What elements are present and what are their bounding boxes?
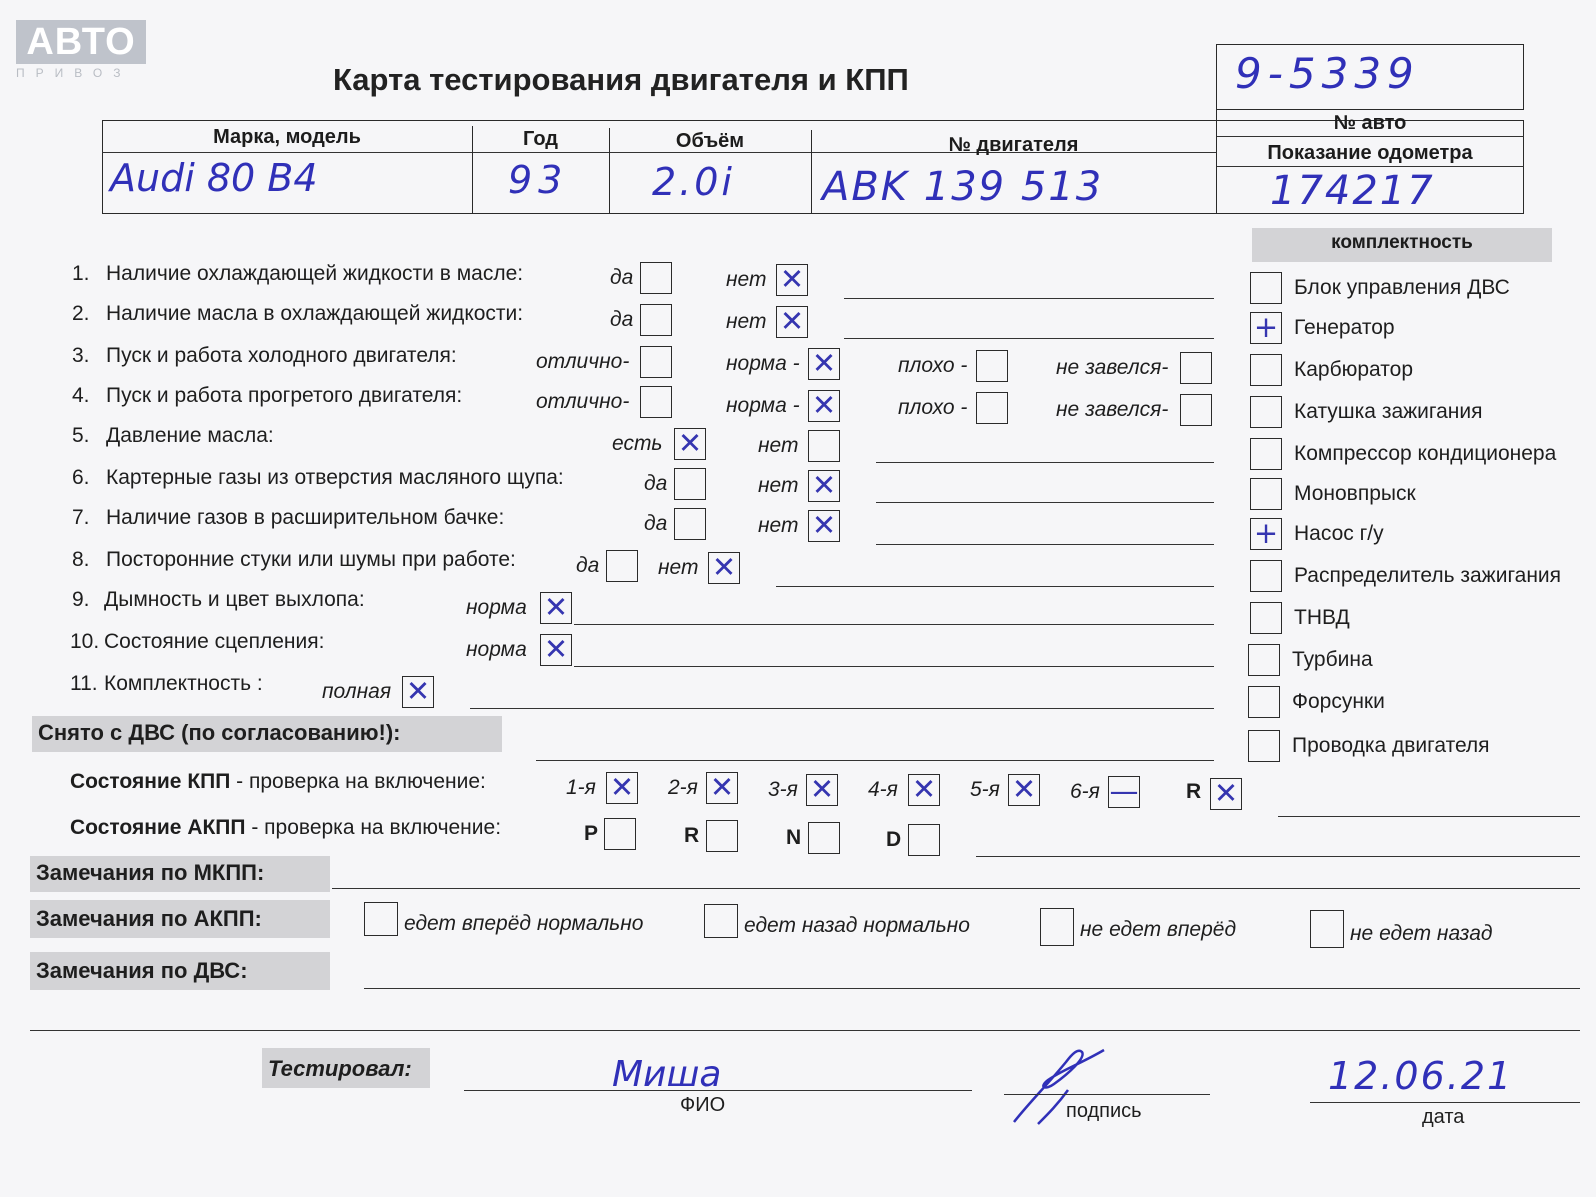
odometer-value: 174217	[1270, 168, 1435, 214]
komplekt-checkbox-katushka[interactable]	[1250, 396, 1282, 428]
option-label: норма -	[726, 394, 800, 417]
avto-logo-subtitle: ПРИВОЗ	[16, 66, 132, 80]
q4-otlichno-checkbox[interactable]	[640, 386, 672, 418]
akpp-d-checkbox[interactable]	[908, 824, 940, 856]
question-number: 3.	[72, 344, 90, 367]
question-number: 10.	[70, 630, 100, 653]
akpp-remark-option: не едет вперёд	[1080, 918, 1237, 941]
komplekt-checkbox-karbyurator[interactable]	[1250, 354, 1282, 386]
option-label: нет	[726, 310, 767, 333]
gear-5-checkbox[interactable]: ✕	[1008, 774, 1040, 806]
option-label: нет	[726, 268, 767, 291]
removed-label: Снято с ДВС (по согласованию!):	[38, 720, 401, 745]
q4-ploho-checkbox[interactable]	[976, 392, 1008, 424]
q11-polnaya-checkbox[interactable]: ✕	[402, 676, 434, 708]
car-number-box	[1216, 44, 1524, 110]
avto-logo: АВТО	[16, 20, 146, 64]
komplekt-checkbox-kompressor[interactable]	[1250, 438, 1282, 470]
q9-norma-checkbox[interactable]: ✕	[540, 592, 572, 624]
gear-label: 3-я	[768, 778, 798, 801]
tested-by-label: Тестировал:	[268, 1056, 412, 1081]
date-caption: дата	[1422, 1106, 1465, 1128]
akpp-remark-option: едет вперёд нормально	[404, 912, 644, 935]
akpp-mode-label: D	[886, 828, 902, 851]
akpp-p-checkbox[interactable]	[604, 818, 636, 850]
komplekt-label: Генератор	[1294, 316, 1395, 339]
gear-1-checkbox[interactable]: ✕	[606, 772, 638, 804]
gear-3-checkbox[interactable]: ✕	[806, 774, 838, 806]
option-label: да	[610, 266, 634, 289]
komplekt-checkbox-turbina[interactable]	[1248, 644, 1280, 676]
engine-number-value: ABK 139 513	[822, 164, 1104, 210]
volume-value: 2.0i	[652, 160, 735, 204]
question-number: 1.	[72, 262, 90, 285]
komplekt-checkbox-tnvd[interactable]	[1250, 602, 1282, 634]
akpp-backward-ok-checkbox[interactable]	[704, 904, 738, 938]
komplekt-checkbox-monovprysk[interactable]	[1250, 478, 1282, 510]
kpp-label	[70, 770, 486, 794]
option-label: не завелся-	[1056, 356, 1169, 379]
komplekt-label: Насос г/у	[1294, 522, 1384, 545]
komplekt-checkbox-provodka[interactable]	[1248, 730, 1280, 762]
gear-r-checkbox[interactable]: ✕	[1210, 778, 1242, 810]
gear-2-checkbox[interactable]: ✕	[706, 772, 738, 804]
q3-norma-checkbox[interactable]: ✕	[808, 348, 840, 380]
gear-4-checkbox[interactable]: ✕	[908, 774, 940, 806]
q1-da-checkbox[interactable]	[640, 262, 672, 294]
model-value: Audi 80 B4	[110, 156, 318, 200]
kpp-label-bold: Состояние КПП	[70, 770, 231, 793]
komplekt-label: Форсунки	[1292, 690, 1385, 713]
option-label: да	[644, 472, 668, 495]
q3-ploho-checkbox[interactable]	[976, 350, 1008, 382]
test-date: 12.06.21	[1328, 1054, 1514, 1098]
komplekt-checkbox-generator[interactable]: +	[1250, 312, 1282, 344]
signature-caption: подпись	[1066, 1100, 1142, 1122]
tester-name: Миша	[612, 1054, 722, 1095]
q4-ne-zavelsya-checkbox[interactable]	[1180, 394, 1212, 426]
option-label: плохо -	[898, 354, 968, 377]
gear-label: 4-я	[868, 778, 898, 801]
option-label: плохо -	[898, 396, 968, 419]
q3-otlichno-checkbox[interactable]	[640, 346, 672, 378]
q5-est-checkbox[interactable]: ✕	[674, 428, 706, 460]
fio-caption: ФИО	[680, 1094, 726, 1116]
year-value: 93	[508, 158, 569, 202]
q7-net-checkbox[interactable]: ✕	[808, 510, 840, 542]
q5-net-checkbox[interactable]	[808, 430, 840, 462]
komplekt-label: Турбина	[1292, 648, 1373, 671]
question-number: 4.	[72, 384, 90, 407]
question-number: 5.	[72, 424, 90, 447]
komplekt-label: Карбюратор	[1294, 358, 1414, 381]
remarks-dvs-label: Замечания по ДВС:	[36, 958, 248, 983]
option-label: отлично-	[536, 390, 630, 413]
question-text: Состояние сцепления:	[104, 630, 325, 653]
option-label: нет	[758, 514, 799, 537]
q4-norma-checkbox[interactable]: ✕	[808, 390, 840, 422]
question-number: 6.	[72, 466, 90, 489]
header-volume: Объём	[675, 130, 745, 152]
q8-da-checkbox[interactable]	[606, 550, 638, 582]
question-text: Пуск и работа холодного двигателя:	[106, 344, 457, 367]
akpp-mode-label: R	[684, 824, 700, 847]
header-odometer: Показание одометра	[1267, 142, 1473, 164]
kpp-label-rest: - проверка на включение:	[230, 770, 486, 793]
page-title: Карта тестирования двигателя и КПП	[333, 62, 909, 97]
option-label: да	[644, 512, 668, 535]
question-text: Дымность и цвет выхлопа:	[104, 588, 365, 611]
question-text: Наличие масла в охлаждающей жидкости:	[106, 302, 524, 325]
question-text: Наличие охлаждающей жидкости в масле:	[106, 262, 524, 285]
akpp-r-checkbox[interactable]	[706, 820, 738, 852]
header-car-number: № авто	[1333, 112, 1407, 134]
komplekt-label: Блок управления ДВС	[1294, 276, 1510, 299]
question-number: 7.	[72, 506, 90, 529]
q1-net-checkbox[interactable]: ✕	[776, 264, 808, 296]
option-label: да	[610, 308, 634, 331]
akpp-no-forward-checkbox[interactable]	[1040, 908, 1074, 946]
option-label: норма	[466, 638, 527, 661]
komplekt-checkbox-forsunki[interactable]	[1248, 686, 1280, 718]
akpp-mode-label: N	[786, 826, 802, 849]
gear-label: 2-я	[668, 776, 698, 799]
question-number: 2.	[72, 302, 90, 325]
gear-6-checkbox[interactable]: —	[1109, 774, 1139, 808]
question-text: Картерные газы из отверстия масляного щупа:	[106, 466, 564, 489]
option-label: нет	[658, 556, 699, 579]
komplektnost-title: комплектность	[1331, 232, 1473, 253]
option-label: норма -	[726, 352, 800, 375]
question-text: Комплектность :	[104, 672, 263, 695]
option-label: да	[576, 554, 600, 577]
option-label: нет	[758, 474, 799, 497]
remarks-mkpp-label: Замечания по МКПП:	[36, 860, 265, 885]
q6-da-checkbox[interactable]	[674, 468, 706, 500]
akpp-forward-ok-checkbox[interactable]	[364, 902, 398, 936]
akpp-remark-option: не едет назад	[1350, 922, 1493, 945]
komplekt-label: Катушка зажигания	[1294, 400, 1483, 423]
komplekt-label: Компрессор кондиционера	[1294, 442, 1557, 465]
car-number-value: 9-5339	[1235, 49, 1420, 98]
q10-norma-checkbox[interactable]: ✕	[540, 634, 572, 666]
komplekt-label: Распределитель зажигания	[1294, 564, 1562, 587]
q6-net-checkbox[interactable]: ✕	[808, 470, 840, 502]
akpp-no-backward-checkbox[interactable]	[1310, 910, 1344, 948]
question-text: Давление масла:	[106, 424, 274, 447]
option-label: норма	[466, 596, 527, 619]
komplekt-label: Проводка двигателя	[1292, 734, 1490, 757]
question-text: Посторонние стуки или шумы при работе:	[106, 548, 516, 571]
option-label: полная	[322, 680, 392, 703]
gear-label: 1-я	[566, 776, 596, 799]
q2-net-checkbox[interactable]: ✕	[776, 306, 808, 338]
akpp-remark-option: едет назад нормально	[744, 914, 970, 937]
akpp-label-rest: - проверка на включение:	[245, 816, 502, 839]
q8-net-checkbox[interactable]: ✕	[708, 552, 740, 584]
komplekt-label: ТНВД	[1294, 606, 1350, 629]
question-number: 8.	[72, 548, 90, 571]
akpp-label	[70, 816, 501, 840]
komplekt-checkbox-raspredelitel[interactable]	[1250, 560, 1282, 592]
gear-label: 6-я	[1070, 780, 1100, 803]
akpp-mode-label: P	[584, 822, 599, 845]
gear-label: R	[1186, 780, 1202, 803]
option-label: нет	[758, 434, 799, 457]
akpp-n-checkbox[interactable]	[808, 822, 840, 854]
option-label: есть	[612, 432, 663, 455]
header-year: Год	[523, 128, 558, 150]
question-number: 9.	[72, 588, 90, 611]
q2-da-checkbox[interactable]	[640, 304, 672, 336]
question-text: Пуск и работа прогретого двигателя:	[106, 384, 463, 407]
option-label: не завелся-	[1056, 398, 1169, 421]
komplekt-label: Моновпрыск	[1294, 482, 1416, 505]
remarks-akpp-label: Замечания по АКПП:	[36, 906, 262, 931]
komplekt-checkbox-nasos[interactable]: +	[1250, 518, 1282, 550]
question-number: 11.	[70, 672, 98, 695]
gear-label: 5-я	[970, 778, 1000, 801]
q3-ne-zavelsya-checkbox[interactable]	[1180, 352, 1212, 384]
header-engine-number: № двигателя	[948, 134, 1079, 156]
question-text: Наличие газов в расширительном бачке:	[106, 506, 505, 529]
header-model: Марка, модель	[213, 126, 361, 148]
komplekt-checkbox-blok[interactable]	[1250, 272, 1282, 304]
akpp-label-bold: Состояние АКПП	[70, 816, 246, 839]
option-label: отлично-	[536, 350, 630, 373]
q7-da-checkbox[interactable]	[674, 508, 706, 540]
